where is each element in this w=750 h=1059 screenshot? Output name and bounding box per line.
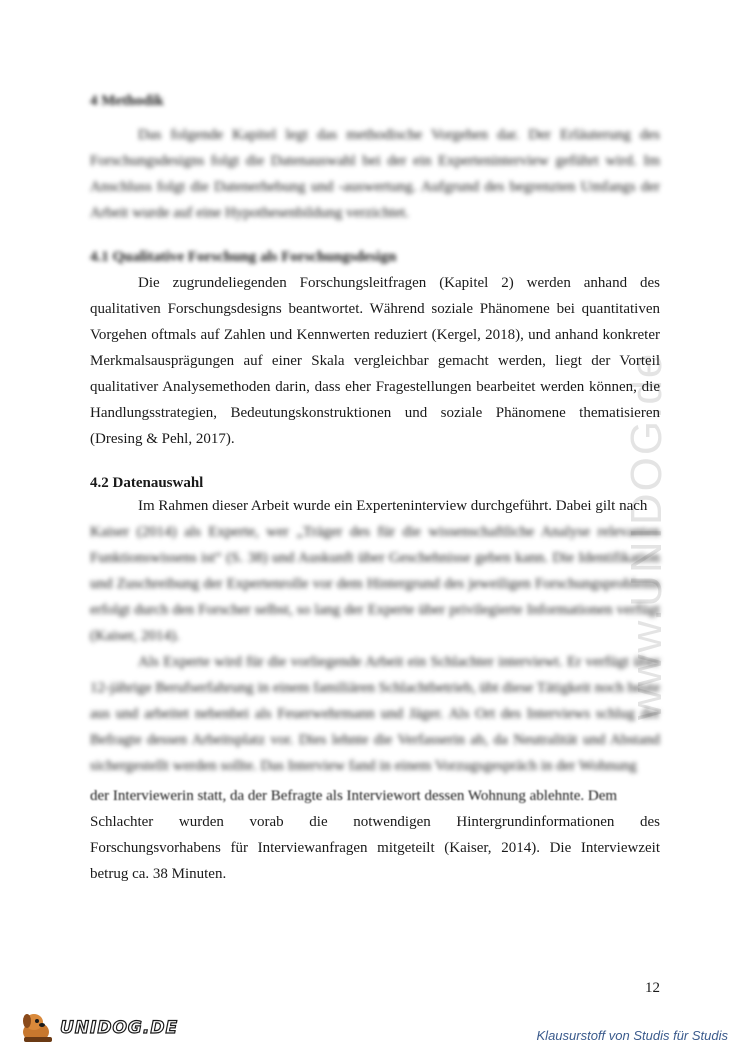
section-4-2-heading: 4.2 Datenauswahl bbox=[90, 475, 204, 491]
section-4-2-blurred-paragraph-1: Kaiser (2014) als Experte, wer „Träger des für die wissenschaftliche Analyse relevanten Funktionswissens ist“ (S. 38) und Auskunft über Geschehnisse geben kann. Die Identifikation und Zuschreibung der Expertenrolle vor dem Hintergrund des jeweiligen Forschungsproblems erfolgt durch den Forscher selbst, so lang der Experte über privilegierte Informationen verfügt (Kaiser, 2014). bbox=[90, 524, 660, 644]
dog-mascot-icon bbox=[18, 1010, 58, 1044]
footer-logo[interactable] bbox=[18, 1010, 188, 1044]
watermark-text: www.UNIDOG.de bbox=[622, 351, 671, 720]
page-number: 12 bbox=[645, 980, 660, 996]
section-4-2-first-line: Im Rahmen dieser Arbeit wurde ein Experteninterview durchgeführt. Dabei gilt nach bbox=[138, 498, 648, 514]
logo-text: UNIDOG.DE bbox=[60, 1018, 179, 1038]
section-4-1-heading: 4.1 Qualitative Forschung als Forschungsdesign bbox=[90, 249, 397, 265]
section-4-heading: 4 Methodik bbox=[90, 93, 164, 109]
section-4-intro: Das folgende Kapitel legt das methodische Vorgehen dar. Der Erläuterung des Forschungsdesigns folgt die Datenauswahl bei der ein Experteninterview geführt wird. Im Anschluss folgt die Datenerhebung und -auswertung. Aufgrund des begrenzten Umfangs der Arbeit wurde auf eine Hypothesenbildung verzichtet. bbox=[90, 127, 660, 221]
section-4-2-last-lines: Schlachter wurden vorab die notwendigen Hintergrundinformationen des Forschungsvorhabens für Interviewanfragen mitgeteilt (Kaiser, 2014). Die Interviewzeit betrug ca. 38 Minuten. bbox=[90, 814, 660, 882]
section-4-1-paragraph: Die zugrundeliegenden Forschungsleitfragen (Kapitel 2) werden anhand des qualitativen Forschungsdesigns beantwortet. Während soziale Phänomene bei quantitativen Vorgehen oftmals auf Zahlen und Kennwerten reduziert (Kergel, 2018), und anhand konkreter Merkmalsausprägungen auf einer Skala vergleichbar gemacht werden, liegt der Vorteil qualitativer Analysemethoden darin, dass eher Fragestellungen bearbeitet werden können, die Handlungsstrategien, Bedeutungskonstruktionen und soziale Phänomene thematisieren (Dresing & Pehl, 2017). bbox=[90, 275, 660, 447]
document-page bbox=[90, 0, 660, 1059]
footer-tagline: Klausurstoff von Studis für Studis bbox=[536, 1028, 728, 1043]
section-4-2-partial-line: der Interviewerin statt, da der Befragte als Interviewort dessen Wohnung ablehnte. Dem bbox=[90, 788, 618, 804]
section-4-2-blurred-paragraph-2: Als Experte wird für die vorliegende Arbeit ein Schlachter interviewt. Er verfügt über 12-jährige Berufserfahrung in einem familiären Schlachtbetrieb, übt diese Tätigkeit noch heute aus und arbeitet nebenbei als Feuerwehrmann und Jäger. Als Ort des Interviews schlug der Befragte dessen Arbeitsplatz vor. Dies lehnte die Verfasserin ab, da Neutralität und Abstand sichergestellt werden sollte. Das Interview fand in einem Vorzugsgespräch in der Wohnung bbox=[90, 654, 660, 774]
